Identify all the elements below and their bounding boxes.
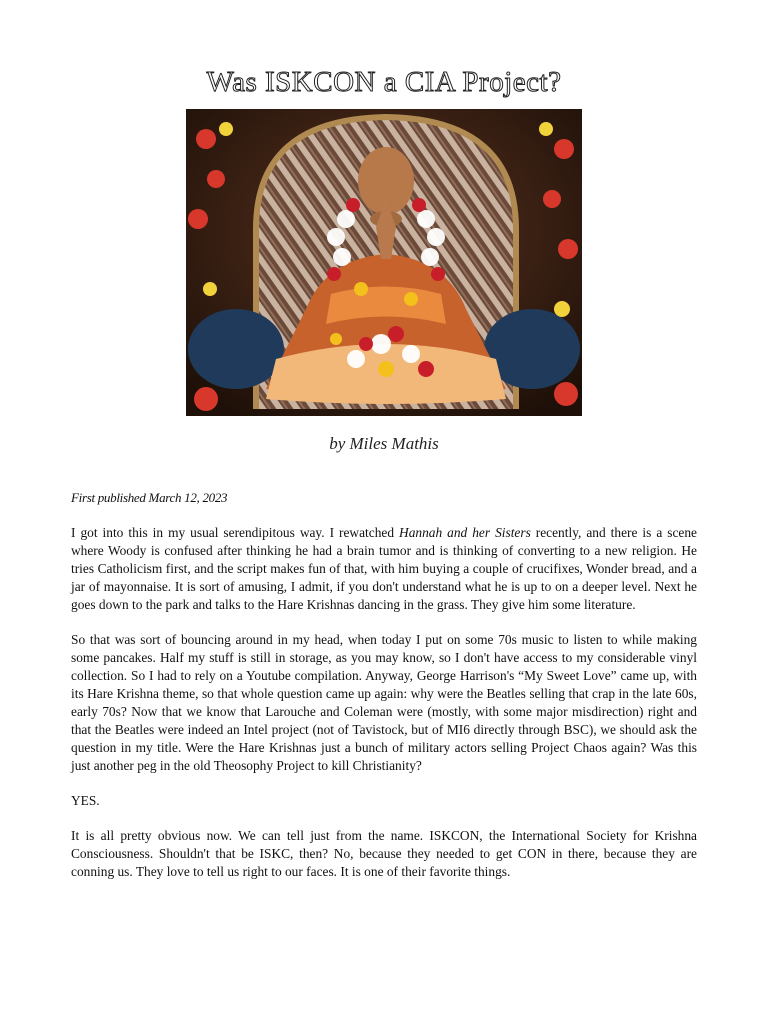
article-title: Was ISKCON a CIA Project? [206, 66, 562, 98]
paragraph-3: YES. [71, 793, 100, 808]
article-body [71, 524, 697, 898]
article-photo [186, 109, 582, 416]
publication-date: First published March 12, 2023 [71, 490, 228, 505]
paragraph-2: So that was sort of bouncing around in my head, when today I put on some 70s music to listen to while making some pancakes. Half my stuff is still in storage, as you may know, so I don't have access to my considerable vinyl collection. So I had to rely on a Youtube compilation. Anyway, George Harrison's “My Sweet Love” came up, with its Hare Krishna theme, so that whole question came up again: why were the Beatles selling that crap in the late 60s, early 70s? Now that we know that Larouche and Coleman were (mostly, with some major misdirection) right and that the Beatles were indeed an Intel project (not of Tavistock, but of MI6 directly through BSC), we should ask the question in my title. Were the Hare Krishnas just a bunch of military actors selling Project Chaos again? Was this just another peg in the old Theosophy Project to kill Christianity? [71, 632, 697, 773]
paragraph-4: It is all pretty obvious now. We can tell just from the name. ISKCON, the International Society for Krishna Consciousness. Shouldn't that be ISKC, then? No, because they needed to get CON in there, because they are conning us. They love to tell us right to our faces. It is one of their favorite things. [71, 828, 697, 879]
paragraph-1-text-b: recently, and there is a scene where Woody is confused after thinking he had a brain tumor and is thinking of converting to a new religion. He tries Catholicism first, and the script makes fun of that, with him buying a couple of crucifixes, Wonder bread, and a jar of mayonnaise. It is sort of amusing, I admit, if you don't understand what he is up to on a deeper level. Next he goes down to the park and talks to the Hare Krishnas dancing in the grass. They give him some literature. [71, 525, 697, 612]
film-title: Hannah and her Sisters [399, 525, 531, 540]
paragraph-1 [71, 524, 697, 614]
paragraph-1-text-a: I got into this in my usual serendipitous way. I rewatched [71, 525, 400, 540]
byline: by Miles Mathis [329, 434, 439, 453]
